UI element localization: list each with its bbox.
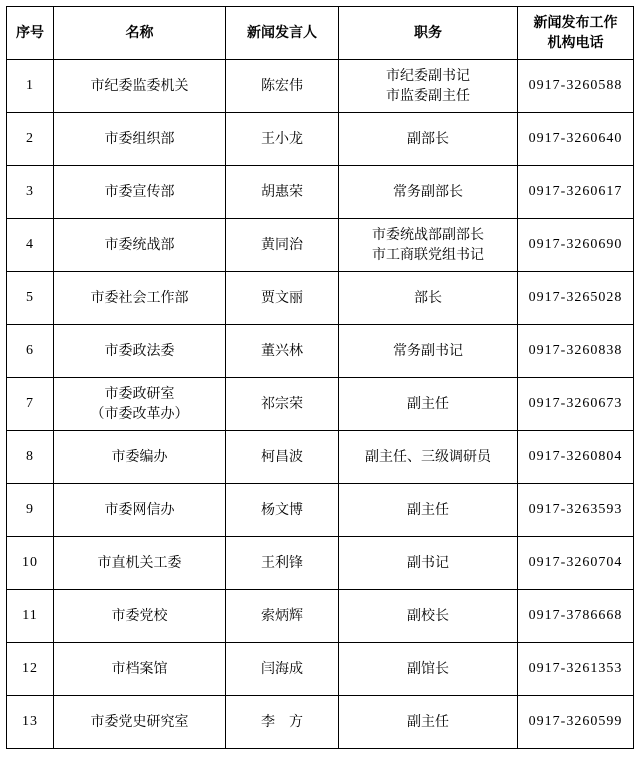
cell-index — [7, 590, 54, 643]
cell-name-text: 市档案馆 — [111, 661, 168, 677]
cell-name-text: 市委政法委 — [104, 343, 175, 359]
cell-position — [339, 696, 518, 749]
cell-position-text: 副书记 — [407, 555, 449, 571]
cell-position-text: 市监委副主任 — [386, 88, 470, 104]
cell-name-text: 市委社会工作部 — [90, 290, 189, 306]
cell-position-text: 副主任 — [407, 396, 449, 412]
cell-phone-text: 0917-3265028 — [528, 290, 623, 305]
cell-position-text: 副主任 — [407, 502, 449, 518]
cell-index — [7, 325, 54, 378]
cell-phone — [518, 590, 634, 643]
table-row — [7, 60, 634, 113]
cell-phone-text: 0917-3263593 — [528, 502, 623, 517]
header-phone-line1: 新闻发布工作 — [533, 15, 618, 31]
cell-index — [7, 484, 54, 537]
cell-spokesperson — [226, 113, 339, 166]
cell-position-text: 市委统战部副部长 — [372, 227, 484, 243]
cell-name-text: 市委编办 — [111, 449, 168, 465]
cell-spokesperson-text: 祁宗荣 — [261, 396, 303, 412]
cell-index-text: 1 — [26, 78, 34, 93]
cell-index — [7, 113, 54, 166]
cell-phone — [518, 60, 634, 113]
cell-position — [339, 272, 518, 325]
cell-name — [54, 590, 226, 643]
cell-position-text: 副主任、三级调研员 — [365, 449, 491, 465]
cell-name-text: 市委统战部 — [104, 237, 175, 253]
cell-index — [7, 378, 54, 431]
cell-index-text: 4 — [26, 237, 34, 252]
cell-position — [339, 166, 518, 219]
cell-name-text: 市委政研室 — [104, 386, 175, 402]
cell-index-text: 13 — [22, 714, 38, 729]
header-spokesperson: 新闻发言人 — [226, 7, 339, 60]
table-row — [7, 431, 634, 484]
cell-name — [54, 431, 226, 484]
cell-index — [7, 60, 54, 113]
cell-spokesperson — [226, 378, 339, 431]
cell-spokesperson-text: 董兴林 — [261, 343, 303, 359]
cell-phone-text: 0917-3260804 — [528, 449, 623, 464]
cell-spokesperson — [226, 272, 339, 325]
cell-index-text: 9 — [26, 502, 34, 517]
cell-name — [54, 484, 226, 537]
cell-phone — [518, 484, 634, 537]
cell-name — [54, 60, 226, 113]
cell-phone — [518, 378, 634, 431]
cell-phone-text: 0917-3786668 — [528, 608, 623, 623]
cell-spokesperson — [226, 431, 339, 484]
cell-spokesperson — [226, 537, 339, 590]
cell-spokesperson — [226, 219, 339, 272]
cell-spokesperson-text: 索炳辉 — [261, 608, 303, 624]
header-index: 序号 — [7, 7, 54, 60]
cell-index — [7, 166, 54, 219]
cell-index — [7, 696, 54, 749]
table-row — [7, 325, 634, 378]
cell-index-text: 3 — [26, 184, 34, 199]
cell-index-text: 10 — [22, 555, 38, 570]
cell-spokesperson-text: 王小龙 — [261, 131, 303, 147]
cell-position — [339, 60, 518, 113]
cell-spokesperson — [226, 166, 339, 219]
cell-phone-text: 0917-3260690 — [528, 237, 623, 252]
table-row — [7, 113, 634, 166]
cell-phone-text: 0917-3260704 — [528, 555, 623, 570]
cell-name-text: 市纪委监委机关 — [90, 78, 189, 94]
cell-position — [339, 378, 518, 431]
cell-phone — [518, 219, 634, 272]
header-position: 职务 — [339, 7, 518, 60]
cell-index-text: 2 — [26, 131, 34, 146]
cell-name-text: （市委改革办） — [90, 406, 189, 422]
header-row — [7, 7, 634, 60]
cell-position-text: 市工商联党组书记 — [372, 247, 484, 263]
header-phone-line2: 机构电话 — [547, 35, 604, 51]
header-phone — [518, 7, 634, 60]
cell-name — [54, 166, 226, 219]
cell-position-text: 副主任 — [407, 714, 449, 730]
cell-index — [7, 219, 54, 272]
cell-name — [54, 113, 226, 166]
cell-phone-text: 0917-3260617 — [528, 184, 623, 199]
table-row — [7, 696, 634, 749]
cell-phone-text: 0917-3260588 — [528, 78, 623, 93]
cell-position — [339, 113, 518, 166]
cell-index-text: 12 — [22, 661, 38, 676]
cell-position-text: 常务副部长 — [393, 184, 463, 200]
cell-phone — [518, 272, 634, 325]
cell-index-text: 8 — [26, 449, 34, 464]
table-row — [7, 219, 634, 272]
table-row — [7, 272, 634, 325]
cell-index-text: 6 — [26, 343, 34, 358]
cell-index — [7, 272, 54, 325]
table-row — [7, 484, 634, 537]
cell-spokesperson-text: 李 方 — [261, 714, 303, 730]
cell-position — [339, 590, 518, 643]
cell-position-text: 副馆长 — [407, 661, 449, 677]
cell-spokesperson — [226, 590, 339, 643]
cell-spokesperson-text: 陈宏伟 — [261, 78, 303, 94]
cell-name-text: 市委党校 — [111, 608, 168, 624]
cell-name-text: 市委组织部 — [104, 131, 175, 147]
cell-index — [7, 643, 54, 696]
cell-position-text: 副校长 — [407, 608, 449, 624]
cell-spokesperson-text: 黄同治 — [261, 237, 303, 253]
cell-phone-text: 0917-3260599 — [528, 714, 623, 729]
cell-name — [54, 378, 226, 431]
cell-position-text: 副部长 — [407, 131, 449, 147]
cell-name — [54, 325, 226, 378]
cell-name — [54, 696, 226, 749]
cell-spokesperson — [226, 60, 339, 113]
cell-position-text: 部长 — [414, 290, 442, 306]
cell-name — [54, 643, 226, 696]
cell-index — [7, 537, 54, 590]
cell-spokesperson — [226, 696, 339, 749]
cell-spokesperson-text: 闫海成 — [261, 661, 303, 677]
cell-name-text: 市委网信办 — [104, 502, 175, 518]
cell-phone — [518, 431, 634, 484]
cell-position — [339, 219, 518, 272]
cell-position-text: 常务副书记 — [393, 343, 463, 359]
cell-index-text: 11 — [22, 608, 38, 623]
cell-index-text: 7 — [26, 396, 34, 411]
cell-phone — [518, 643, 634, 696]
cell-phone — [518, 166, 634, 219]
cell-phone-text: 0917-3261353 — [528, 661, 623, 676]
table-row — [7, 537, 634, 590]
cell-phone — [518, 325, 634, 378]
cell-index — [7, 431, 54, 484]
cell-spokesperson-text: 柯昌波 — [261, 449, 303, 465]
cell-phone-text: 0917-3260640 — [528, 131, 623, 146]
cell-spokesperson-text: 贾文丽 — [261, 290, 303, 306]
cell-position-text: 市纪委副书记 — [386, 68, 470, 84]
cell-position — [339, 484, 518, 537]
cell-spokesperson — [226, 325, 339, 378]
cell-phone-text: 0917-3260838 — [528, 343, 623, 358]
cell-index-text: 5 — [26, 290, 34, 305]
cell-spokesperson-text: 胡惠荣 — [261, 184, 303, 200]
cell-position — [339, 537, 518, 590]
table-row — [7, 378, 634, 431]
table-row — [7, 166, 634, 219]
cell-name — [54, 219, 226, 272]
cell-position — [339, 643, 518, 696]
cell-name — [54, 537, 226, 590]
cell-position — [339, 431, 518, 484]
cell-name-text: 市直机关工委 — [97, 555, 182, 571]
cell-name-text: 市委党史研究室 — [90, 714, 189, 730]
cell-phone — [518, 696, 634, 749]
cell-phone — [518, 537, 634, 590]
cell-name-text: 市委宣传部 — [104, 184, 175, 200]
cell-phone-text: 0917-3260673 — [528, 396, 623, 411]
cell-spokesperson — [226, 484, 339, 537]
cell-spokesperson-text: 王利锋 — [261, 555, 303, 571]
cell-name — [54, 272, 226, 325]
header-name: 名称 — [54, 7, 226, 60]
spokesperson-table — [6, 6, 634, 749]
cell-spokesperson — [226, 643, 339, 696]
table-row — [7, 643, 634, 696]
cell-phone — [518, 113, 634, 166]
cell-position — [339, 325, 518, 378]
cell-spokesperson-text: 杨文博 — [261, 502, 303, 518]
table-row — [7, 590, 634, 643]
